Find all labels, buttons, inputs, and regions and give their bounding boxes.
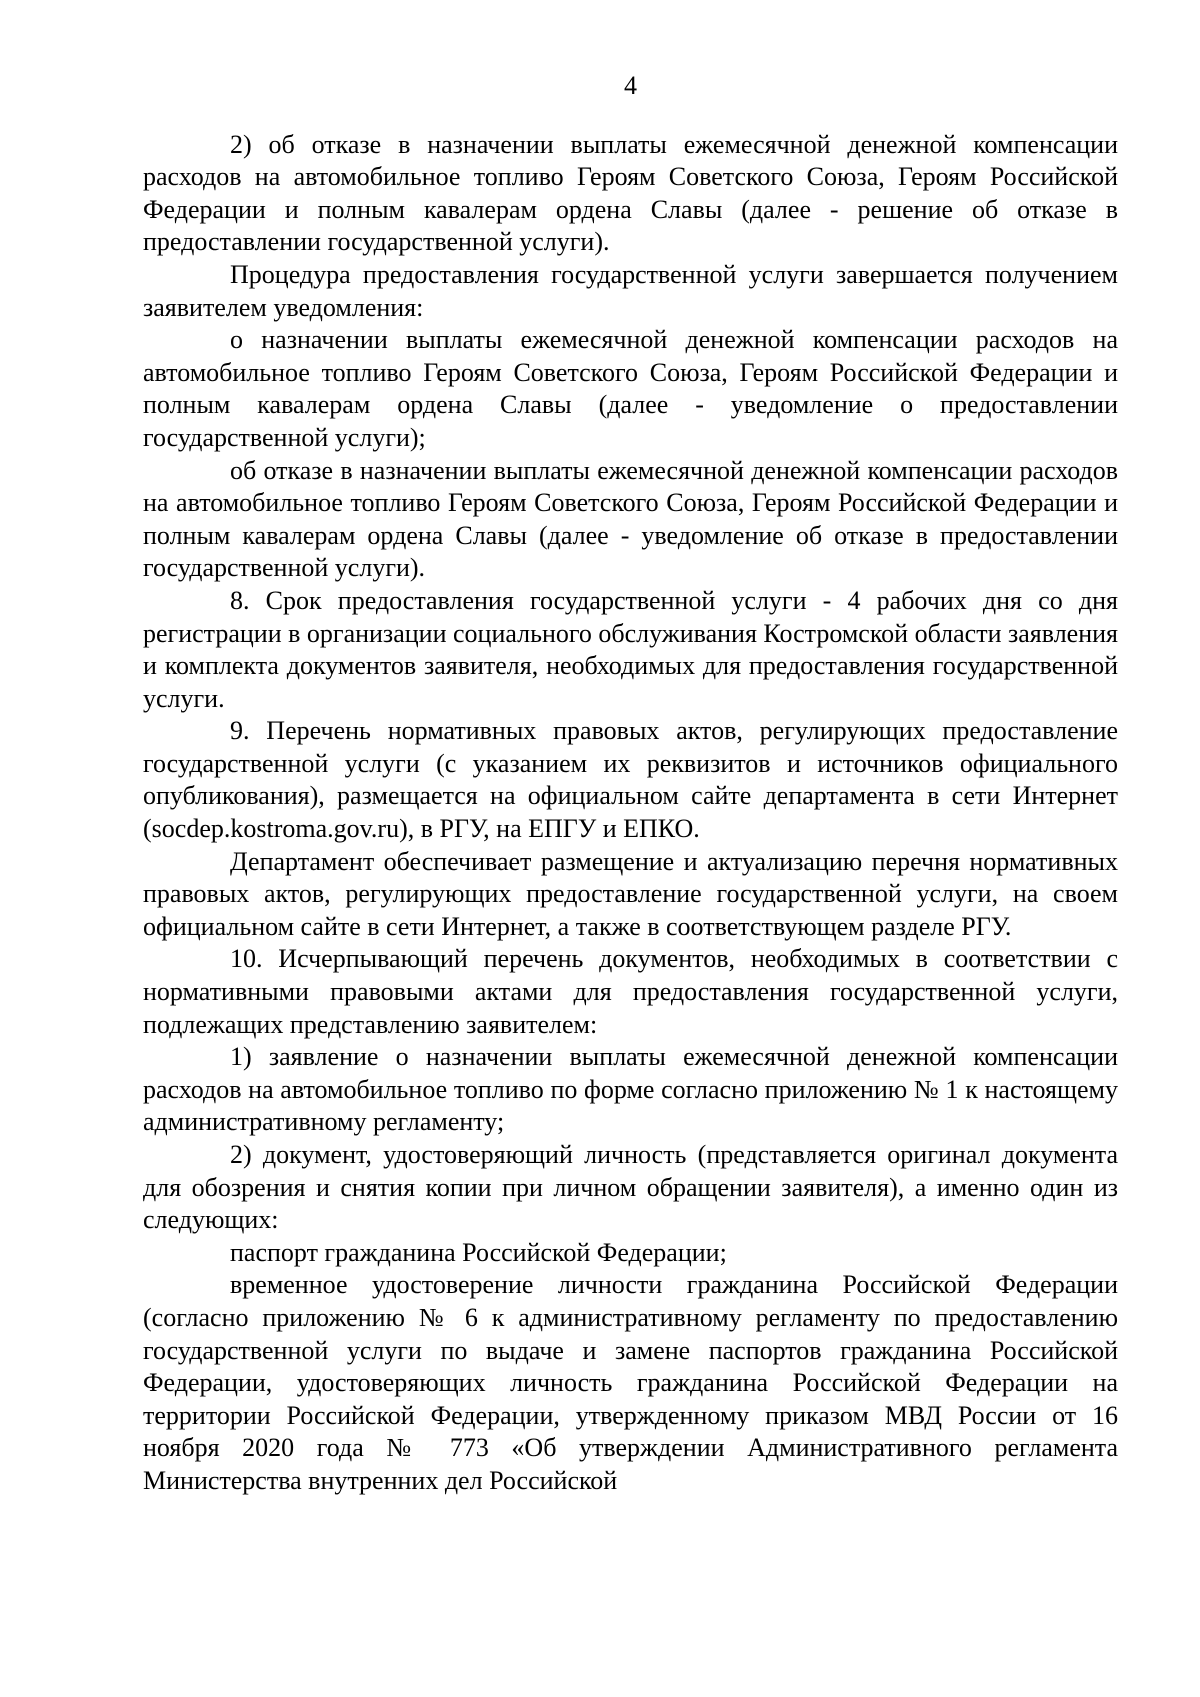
page-number: 4 — [624, 71, 637, 100]
paragraph-item-8-service-term: 8. Срок предоставления государственной услуги - 4 рабочих дня со дня регистрации в организации социального обслуживания Костромской области заявления и комплекта документов заявителя, необходимых для предоставления государственной услуги. — [143, 585, 1118, 713]
paragraph-grant-notification: о назначении выплаты ежемесячной денежной компенсации расходов на автомобильное топливо Героям Советского Союза, Героям Российской Федерации и полным кавалерам ордена Славы (далее - уведомление о предоставлении государственной услуги); — [143, 325, 1118, 452]
paragraph-refusal-notification: об отказе в назначении выплаты ежемесячной денежной компенсации расходов на автомобильное топливо Героям Советского Союза, Героям Российской Федерации и полным кавалерам ордена Славы (далее - уведомление об отказе в предоставлении государственной услуги). — [143, 455, 1118, 583]
paragraph-department-publication: Департамент обеспечивает размещение и актуализацию перечня нормативных правовых актов, регулирующих предоставление государственной услуги, на своем официальном сайте в сети Интернет, а также в соответствующем разделе РГУ. — [143, 846, 1118, 941]
paragraph-procedure-completion: Процедура предоставления государственной услуги завершается получением заявителем уведомления: — [143, 259, 1118, 322]
paragraph-item-10-documents: 10. Исчерпывающий перечень документов, необходимых в соответствии с нормативными правовыми актами для предоставления государственной услуги, подлежащих представлению заявителем: — [143, 944, 1118, 1039]
paragraph-temporary-id: временное удостоверение личности гражданина Российской Федерации (согласно приложению № 6 к административному регламенту по предоставлению государственной услуги по выдаче и замене паспортов гражданина Российской Федерации, удостоверяющих личность гражданина Российской Федерации на территории Российской Федерации, утвержденному приказом МВД России от 16 ноября 2020 года № 773 «Об утверждении Административного регламента Министерства внутренних дел Российской — [143, 1270, 1118, 1495]
paragraph-refusal-decision: 2) об отказе в назначении выплаты ежемесячной денежной компенсации расходов на автомобильное топливо Героям Советского Союза, Героям Российской Федерации и полным кавалерам ордена Славы (далее - решение об отказе в предоставлении государственной услуги). — [143, 129, 1118, 257]
paragraph-doc-identity: 2) документ, удостоверяющий личность (представляется оригинал документа для обозрения и снятия копии при личном обращении заявителя), а именно один из следующих: — [143, 1140, 1118, 1235]
paragraph-item-9-legal-acts: 9. Перечень нормативных правовых актов, регулирующих предоставление государственной услуги (с указанием их реквизитов и источников официального опубликования), размещается на официальном сайте департамента в сети Интернет (socdep.kostroma.gov.ru), в РГУ, на ЕПГУ и ЕПКО. — [143, 716, 1118, 844]
paragraph-passport: паспорт гражданина Российской Федерации; — [230, 1237, 727, 1267]
paragraph-doc-application: 1) заявление о назначении выплаты ежемесячной денежной компенсации расходов на автомобильное топливо по форме согласно приложению № 1 к настоящему административному регламенту; — [143, 1042, 1118, 1137]
